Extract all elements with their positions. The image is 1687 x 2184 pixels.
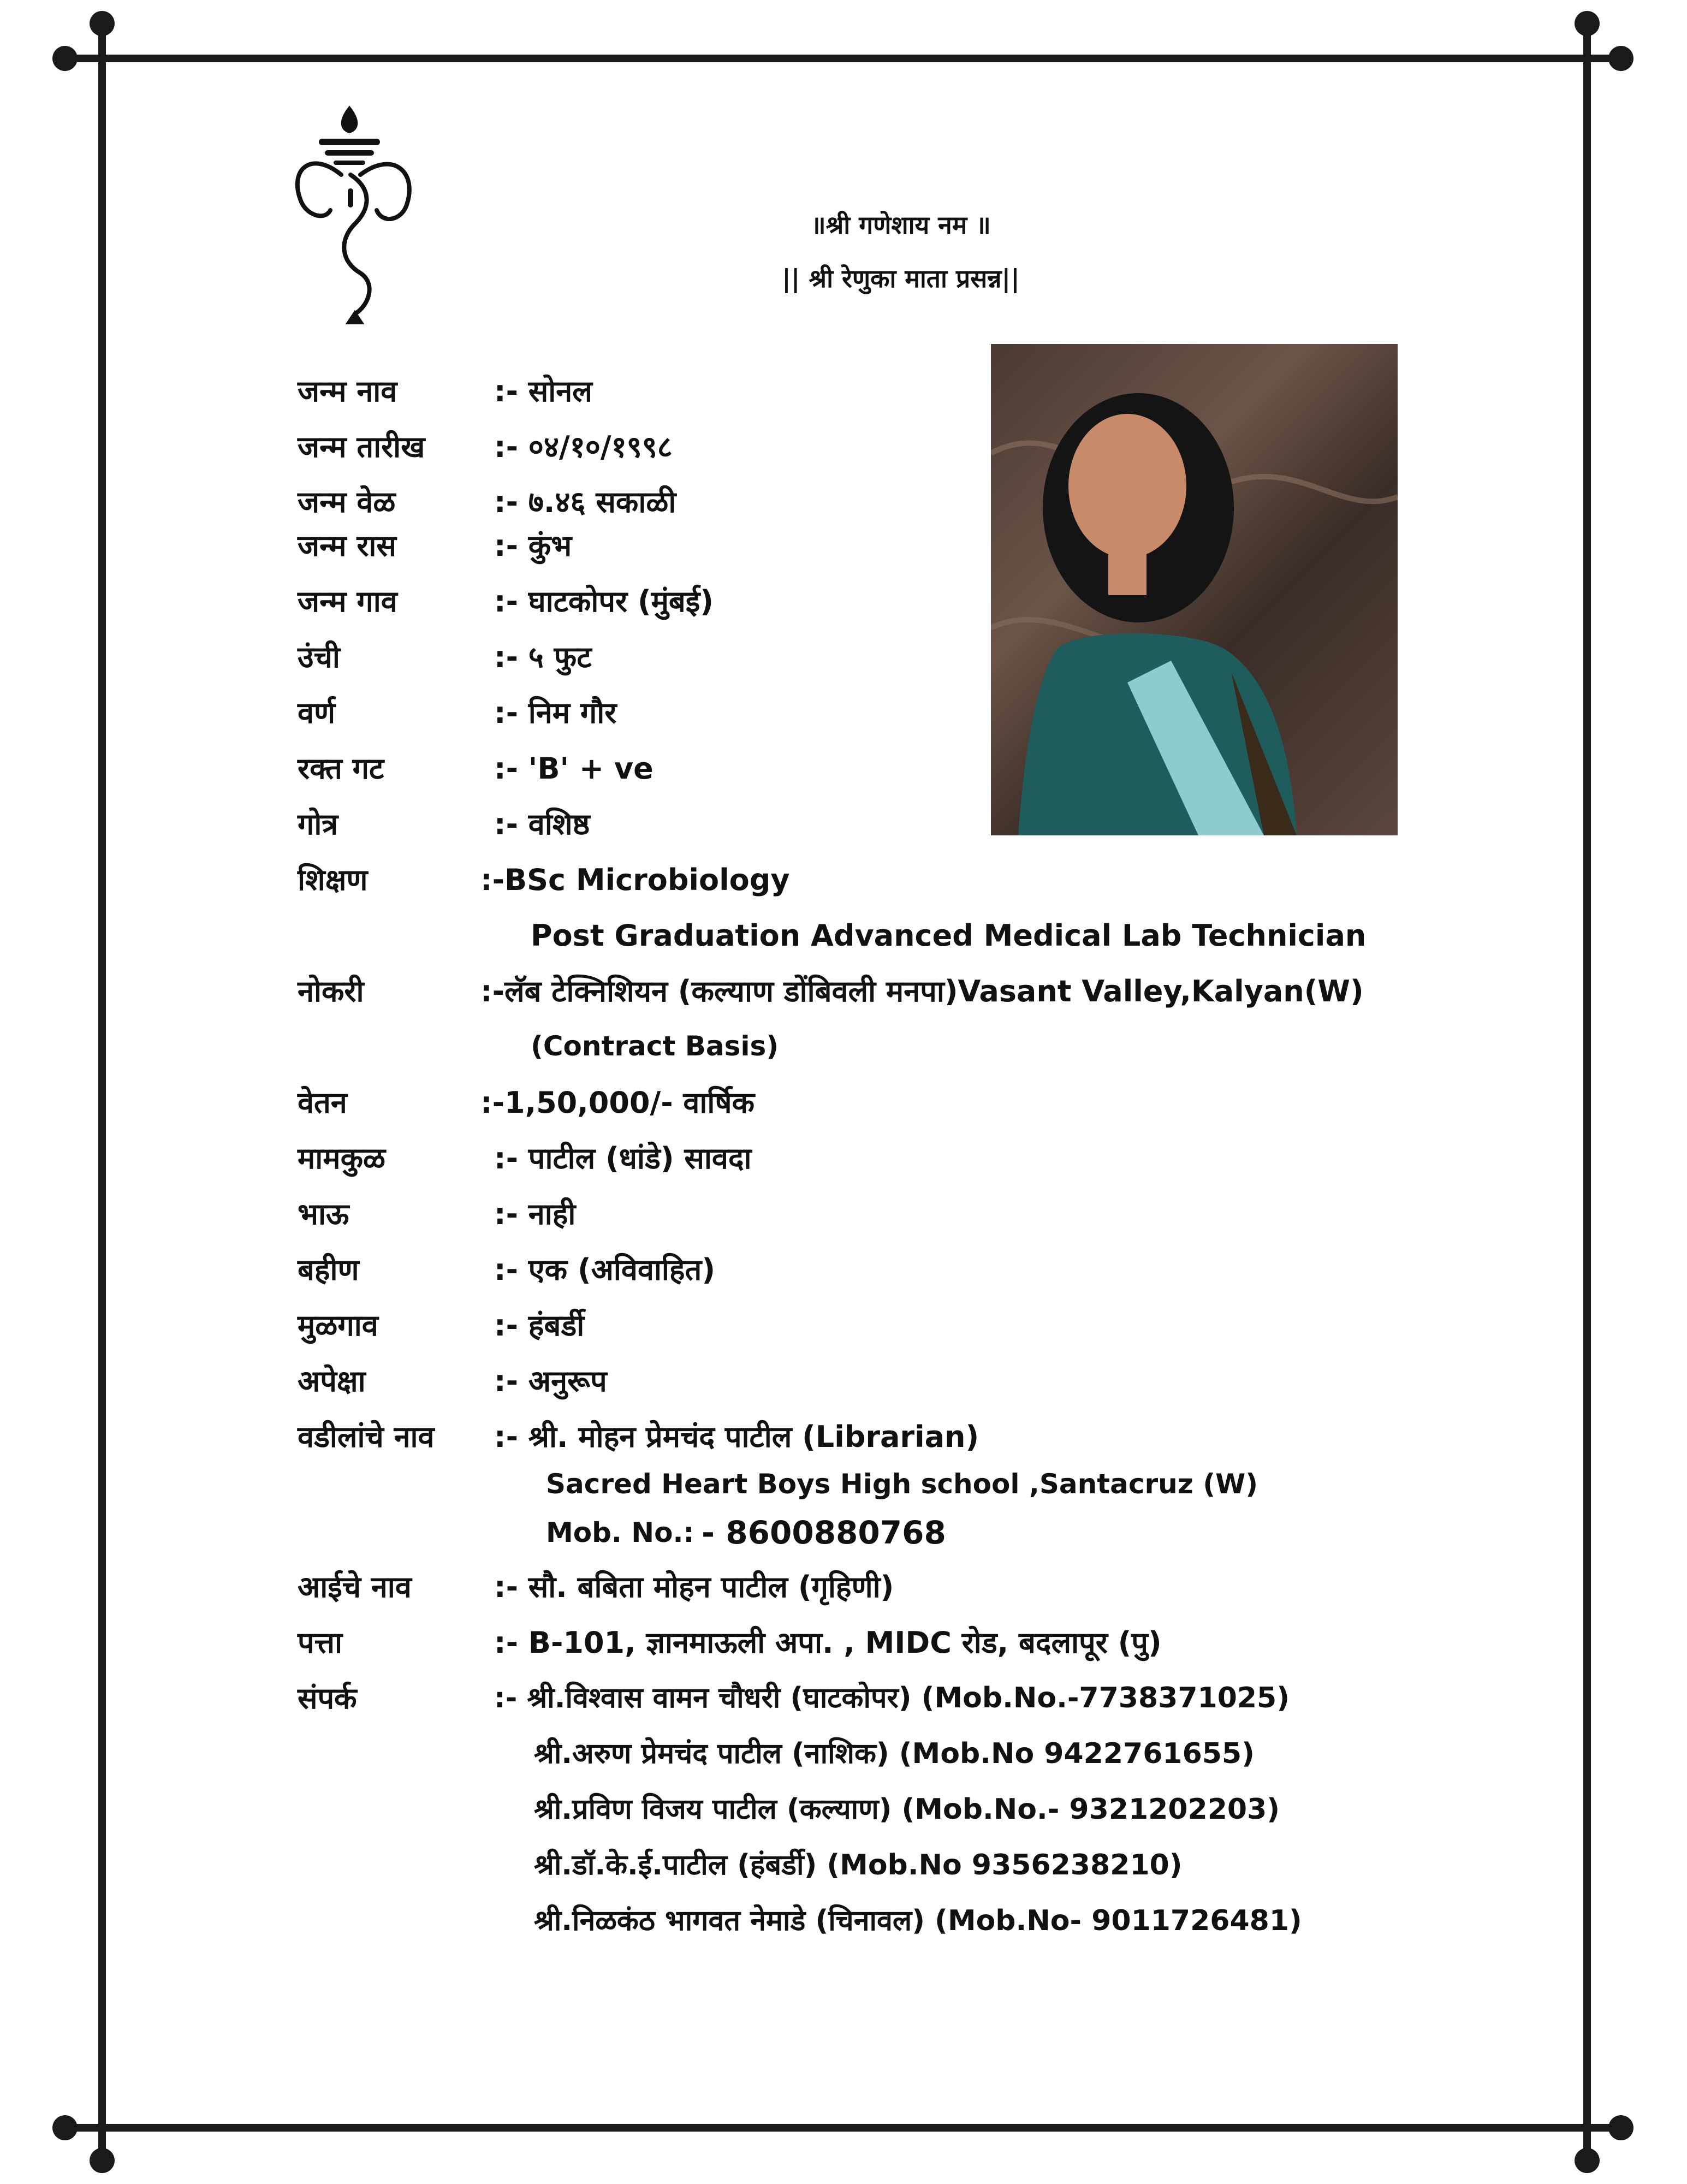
value-salary: :-1,50,000/- वार्षिक <box>480 1085 755 1120</box>
label-maternal-family: मामकुळ <box>298 1141 386 1176</box>
corner-knob <box>52 46 78 71</box>
contact-item: श्री.अरुण प्रेमचंद पाटील (नाशिक) (Mob.No 9422761655) <box>534 1737 1255 1770</box>
label-sister: बहीण <box>298 1253 359 1287</box>
label-height: उंची <box>298 640 340 674</box>
contact-item: श्री.प्रविण विजय पाटील (कल्याण) (Mob.No.- 9321202203) <box>534 1793 1280 1826</box>
value-father-school: Sacred Heart Boys High school ,Santacruz (W) <box>546 1468 1258 1500</box>
corner-knob <box>1575 2148 1600 2173</box>
value-complexion: :- निम गौर <box>494 696 617 730</box>
value-birth-name: :- सोनल <box>494 374 592 408</box>
label-complexion: वर्ण <box>298 696 336 730</box>
value-native-place: :- हंबर्डी <box>494 1308 585 1343</box>
corner-knob <box>90 11 115 36</box>
value-address: :- B-101, ज्ञानमाऊली अपा. , MIDC रोड, बदलापूर (पु) <box>494 1625 1162 1660</box>
value-birth-time: :- ७.४६ सकाळी <box>494 485 676 519</box>
portrait-photo <box>991 344 1398 835</box>
value-education: :-BSc Microbiology <box>480 863 790 897</box>
corner-knob <box>1575 11 1600 36</box>
ganesh-icon <box>289 98 420 328</box>
value-father-name: :- श्री. मोहन प्रेमचंद पाटील (Librarian) <box>494 1420 979 1454</box>
value-zodiac: :- कुंभ <box>494 529 572 563</box>
value-expectation: :- अनुरूप <box>494 1364 607 1398</box>
label-father-name: वडीलांचे नाव <box>298 1420 435 1454</box>
label-contact: संपर्क <box>298 1681 357 1716</box>
contact-item: श्री.निळकंठ भागवत नेमाडे (चिनावल) (Mob.No- 9011726481) <box>534 1904 1302 1937</box>
header-blessing-1: ॥श्री गणेशाय नम ॥ <box>811 210 991 240</box>
father-mobile-value: - 8600880768 <box>702 1514 946 1551</box>
border-right <box>1583 16 1591 2168</box>
value-mother-name: :- सौ. बबिता मोहन पाटील (गृहिणी) <box>494 1570 894 1604</box>
value-maternal-family: :- पाटील (धांडे) सावदा <box>494 1141 752 1176</box>
corner-knob <box>90 2148 115 2173</box>
header-blessing-2: || श्री रेणुका माता प्रसन्न|| <box>782 264 1020 293</box>
label-blood-group: रक्त गट <box>298 751 384 786</box>
corner-knob <box>1608 2115 1633 2140</box>
label-birth-name: जन्म नाव <box>298 374 397 408</box>
label-birth-place: जन्म गाव <box>298 584 397 619</box>
portrait-icon <box>991 344 1398 835</box>
corner-knob <box>1608 46 1633 71</box>
label-address: पत्ता <box>298 1625 342 1660</box>
label-gotra: गोत्र <box>298 807 338 841</box>
contact-item: श्री.डॉ.के.ई.पाटील (हंबर्डी) (Mob.No 9356238210) <box>534 1849 1183 1882</box>
label-expectation: अपेक्षा <box>298 1364 366 1398</box>
label-mother-name: आईचे नाव <box>298 1570 412 1604</box>
label-birth-time: जन्म वेळ <box>298 485 396 519</box>
border-left <box>98 16 106 2168</box>
value-education-extra: Post Graduation Advanced Medical Lab Technician <box>531 918 1367 953</box>
value-birth-date: :- ०४/१०/१९९८ <box>494 430 673 464</box>
label-education: शिक्षण <box>298 863 368 897</box>
label-brother: भाऊ <box>298 1197 349 1231</box>
border-bottom <box>60 2124 1632 2132</box>
value-contact: :- श्री.विश्वास वामन चौधरी (घाटकोपर) (Mob.No.-7738371025) <box>494 1682 1290 1714</box>
value-brother: :- नाही <box>494 1197 576 1231</box>
label-birth-date: जन्म तारीख <box>298 430 425 464</box>
father-mobile-label: Mob. No.: <box>546 1517 694 1548</box>
border-top <box>60 55 1632 62</box>
corner-knob <box>52 2115 78 2140</box>
label-zodiac: जन्म रास <box>298 529 396 563</box>
value-sister: :- एक (अविवाहित) <box>494 1253 716 1287</box>
value-blood-group: :- 'B' + ve <box>494 751 654 786</box>
value-job: :-लॅब टेक्निशियन (कल्याण डोंबिवली मनपा)Vasant Valley,Kalyan(W) <box>480 974 1364 1008</box>
value-birth-place: :- घाटकोपर (मुंबई) <box>494 584 714 619</box>
value-height: :- ५ फुट <box>494 640 592 674</box>
label-native-place: मुळगाव <box>298 1308 378 1343</box>
label-salary: वेतन <box>298 1085 347 1120</box>
label-job: नोकरी <box>298 974 364 1008</box>
value-job-extra: (Contract Basis) <box>531 1030 779 1062</box>
value-gotra: :- वशिष्ठ <box>494 807 590 841</box>
